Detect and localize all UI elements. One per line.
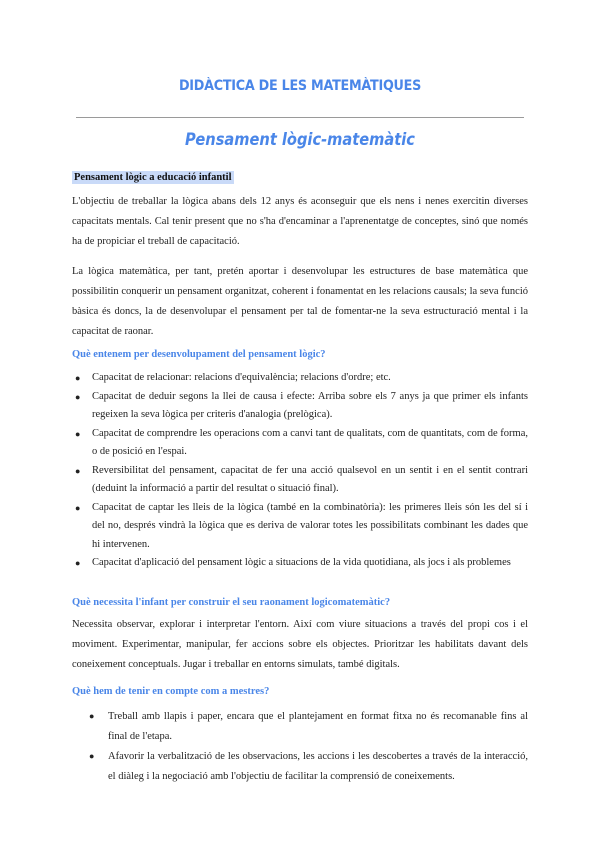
- section-heading-mestres: Què hem de tenir en compte com a mestres?: [72, 686, 270, 697]
- document-subtitle: Pensament lògic-matemàtic: [185, 130, 415, 150]
- bullet-icon: ●: [75, 558, 81, 568]
- bullet-icon: ●: [75, 428, 81, 439]
- bullet-icon: ●: [89, 751, 95, 761]
- capacitats-list: [72, 369, 528, 573]
- document-title: DIDÀCTICA DE LES MATEMÀTIQUES: [178, 78, 422, 94]
- list-item: ● Capacitat de relacionar: relacions d'equivalència; relacions d'ordre; etc.: [72, 369, 528, 388]
- list-item: ● Capacitat de deduir segons la llei de causa i efecte: Arriba sobre els 7 anys ja que primer els infants regeixen la seva lògica per criteris d'analogia (prelògica).: [72, 388, 528, 425]
- list-item: ● Capacitat de captar les lleis de la lògica (també en la combinatòria): les primeres lleis són les del sí i del no, després vindrà la lògica que es deriva de valorar totes les possibilitats combinant les dades que hi intervenen.: [72, 499, 528, 555]
- paragraph-necessita: Necessita observar, explorar i interpretar l'entorn. Així com viure situacions a través del propi cos i el moviment. Experimentar, manipular, fer accions sobre els objectes. Prioritzar les habilitats davant dels coneixement conceptuals. Jugar i treballar en entorns simulats, també digitals.: [72, 619, 528, 670]
- section-heading-infant-necessita: Què necessita l'infant per construir el seu raonament logicomatemàtic?: [72, 597, 391, 608]
- section-heading-infantil: [72, 172, 234, 183]
- list-item: ● Reversibilitat del pensament, capacitat de fer una acció qualsevol en un sentit i en el sentit contrari (deduint la informació a partir del resultat o situació final).: [72, 462, 528, 499]
- section-heading-desenvolupament: Què entenem per desenvolupament del pensament lògic?: [72, 349, 326, 360]
- title-divider: [76, 117, 524, 118]
- highlighted-heading: Pensament lògic a educació infantil: [74, 172, 232, 183]
- mestres-list: [86, 707, 528, 787]
- list-item: ● Treball amb llapis i paper, encara que el plantejament en format fitxa no és recomanable fins al final de l'etapa.: [86, 707, 528, 746]
- bullet-icon: ●: [75, 391, 81, 402]
- list-item: ● Capacitat d'aplicació del pensament lògic a situacions de la vida quotidiana, als jocs i als problemes: [72, 554, 528, 573]
- bullet-icon: ●: [75, 373, 81, 383]
- bullet-icon: ●: [89, 711, 95, 721]
- list-item: ● Capacitat de comprendre les operacions com a canvi tant de qualitats, com de quantitats, com de forma, o de posició en l'espai.: [72, 425, 528, 462]
- bullet-icon: ●: [75, 502, 81, 513]
- bullet-icon: ●: [75, 465, 81, 476]
- list-item: ● Afavorir la verbalització de les observacions, les accions i les descobertes a través de la interacció, el diàleg i la negociació amb l'objectiu de facilitar la comprensió de coneixements.: [86, 747, 528, 786]
- paragraph-objectiu: L'objectiu de treballar la lògica abans dels 12 anys és aconseguir que els nens i nenes exercitin diverses capacitats mentals. Cal tenir present que no s'ha d'encaminar a l'aprenentatge de conceptes, sinó que només ha de propiciar el treball de capacitació.: [72, 196, 528, 247]
- paragraph-logica-matematica: La lògica matemàtica, per tant, pretén aportar i desenvolupar les estructures de base matemàtica que possibilitin conquerir un pensament organitzat, coherent i fonamentat en les relacions causals; la seva funció bàsica és doncs, la de desenvolupar el pensament per tal de fomentar-ne la seva estructuració mental i la capacitat de raonar.: [72, 266, 528, 337]
